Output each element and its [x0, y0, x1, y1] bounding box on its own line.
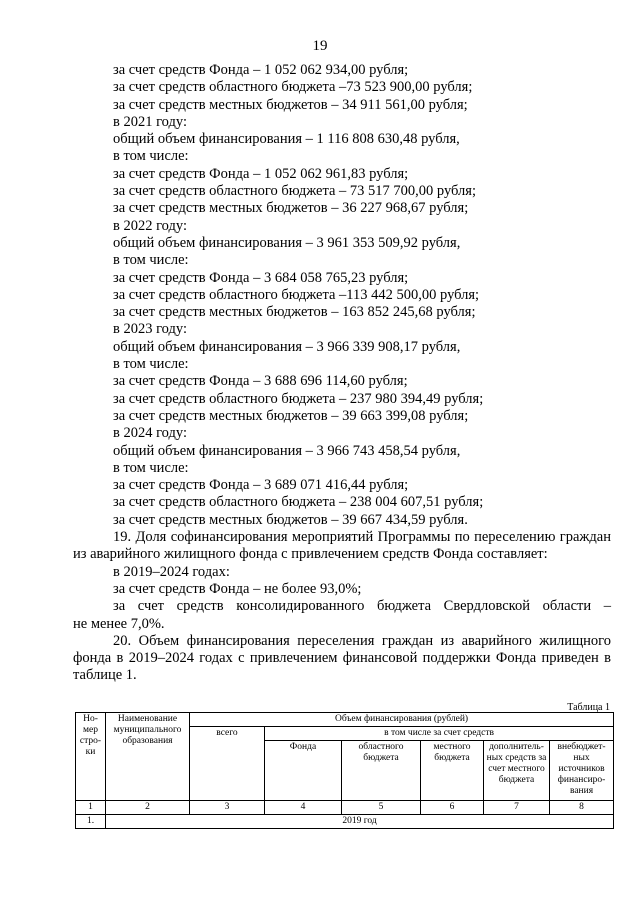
text-line: в том числе:	[113, 148, 189, 165]
text-line: не менее 7,0%.	[73, 615, 165, 632]
text-line: за счет средств местных бюджетов – 34 911 561,00 рубля;	[113, 96, 468, 113]
text-line: за счет средств Фонда – 3 684 058 765,23 рубля;	[113, 269, 409, 286]
text-line: в том числе:	[113, 252, 189, 269]
text-line: в том числе:	[113, 459, 189, 476]
text-line: за счет средств местных бюджетов – 39 667 434,59 рубля.	[113, 511, 468, 528]
text-line: за счет средств Фонда – не более 93,0%;	[113, 580, 362, 597]
header-funding-volume: Объем финансирования (рублей)	[190, 713, 614, 727]
text-line: в 2022 году:	[113, 217, 187, 234]
text-line: за счет средств консолидированного бюджета Свердловской области –	[113, 598, 611, 615]
text-line: за счет средств областного бюджета –73 523 900,00 рубля;	[113, 79, 473, 96]
column-number: 1	[76, 801, 106, 815]
row-label: 2019 год	[106, 815, 614, 829]
column-number: 6	[421, 801, 484, 815]
header-additional-funds: дополнитель-ных средств за счет местного бюджета	[484, 741, 550, 801]
document-body	[73, 62, 611, 685]
table-caption: Таблица 1	[567, 702, 610, 713]
text-line: за счет средств Фонда – 3 688 696 114,60 рубля;	[113, 373, 408, 390]
funding-table	[75, 712, 614, 829]
column-number: 5	[342, 801, 421, 815]
row-number: 1.	[76, 815, 106, 829]
header-regional-budget: областного бюджета	[342, 741, 421, 801]
text-line: общий объем финансирования – 3 961 353 509,92 рубля,	[113, 234, 461, 251]
text-line: в 2021 году:	[113, 113, 187, 130]
header-extrabudgetary: внебюджет-ных источников финансиро-вания	[550, 741, 614, 801]
column-number: 2	[106, 801, 190, 815]
text-line: за счет средств областного бюджета – 73 517 700,00 рубля;	[113, 183, 476, 200]
text-line: в 2019–2024 годах:	[113, 563, 230, 580]
text-line: за счет средств местных бюджетов – 36 227 968,67 рубля;	[113, 200, 469, 217]
text-line: за счет средств Фонда – 1 052 062 934,00 рубля;	[113, 62, 409, 78]
text-line: в 2024 году:	[113, 425, 187, 442]
text-line: за счет средств областного бюджета –113 442 500,00 рубля;	[113, 286, 480, 303]
header-local-budget: местного бюджета	[421, 741, 484, 801]
text-line: за счет средств местных бюджетов – 163 852 245,68 рубля;	[113, 304, 476, 321]
text-line: за счет средств местных бюджетов – 39 663 399,08 рубля;	[113, 407, 469, 424]
column-number: 3	[190, 801, 265, 815]
text-line: за счет средств областного бюджета – 237 980 394,49 рубля;	[113, 390, 484, 407]
page-number: 19	[312, 38, 328, 54]
header-including: в том числе за счет средств	[265, 727, 614, 741]
text-line: за счет средств Фонда – 1 052 062 961,83 рубля;	[113, 165, 409, 182]
text-line: общий объем финансирования – 3 966 743 458,54 рубля,	[113, 442, 461, 459]
text-line: общий объем финансирования – 1 116 808 630,48 рубля,	[113, 131, 460, 148]
table-row	[76, 815, 614, 829]
header-total: всего	[190, 727, 265, 801]
column-number: 7	[484, 801, 550, 815]
text-line: за счет средств областного бюджета – 238 004 607,51 рубля;	[113, 494, 484, 511]
column-number: 8	[550, 801, 614, 815]
header-municipality: Наименование муниципального образования	[106, 713, 190, 801]
header-row-number: Но-мер стро-ки	[76, 713, 106, 801]
paragraph-19: 19. Доля софинансирования мероприятий Программы по переселению граждан из аварийного жилищного фонда с привлечением средств Фонда составляет:	[73, 529, 611, 563]
text-line: общий объем финансирования – 3 966 339 908,17 рубля,	[113, 338, 461, 355]
header-fund: Фонда	[265, 741, 342, 801]
column-number: 4	[265, 801, 342, 815]
paragraph-20: 20. Объем финансирования переселения граждан из аварийного жилищного фонда в 2019–2024 годах с привлечением финансовой поддержки Фонда приведен в таблице 1.	[73, 632, 611, 684]
text-line: за счет средств Фонда – 3 689 071 416,44 рубля;	[113, 477, 409, 494]
text-line: в 2023 году:	[113, 321, 187, 338]
text-line: в том числе:	[113, 356, 189, 373]
